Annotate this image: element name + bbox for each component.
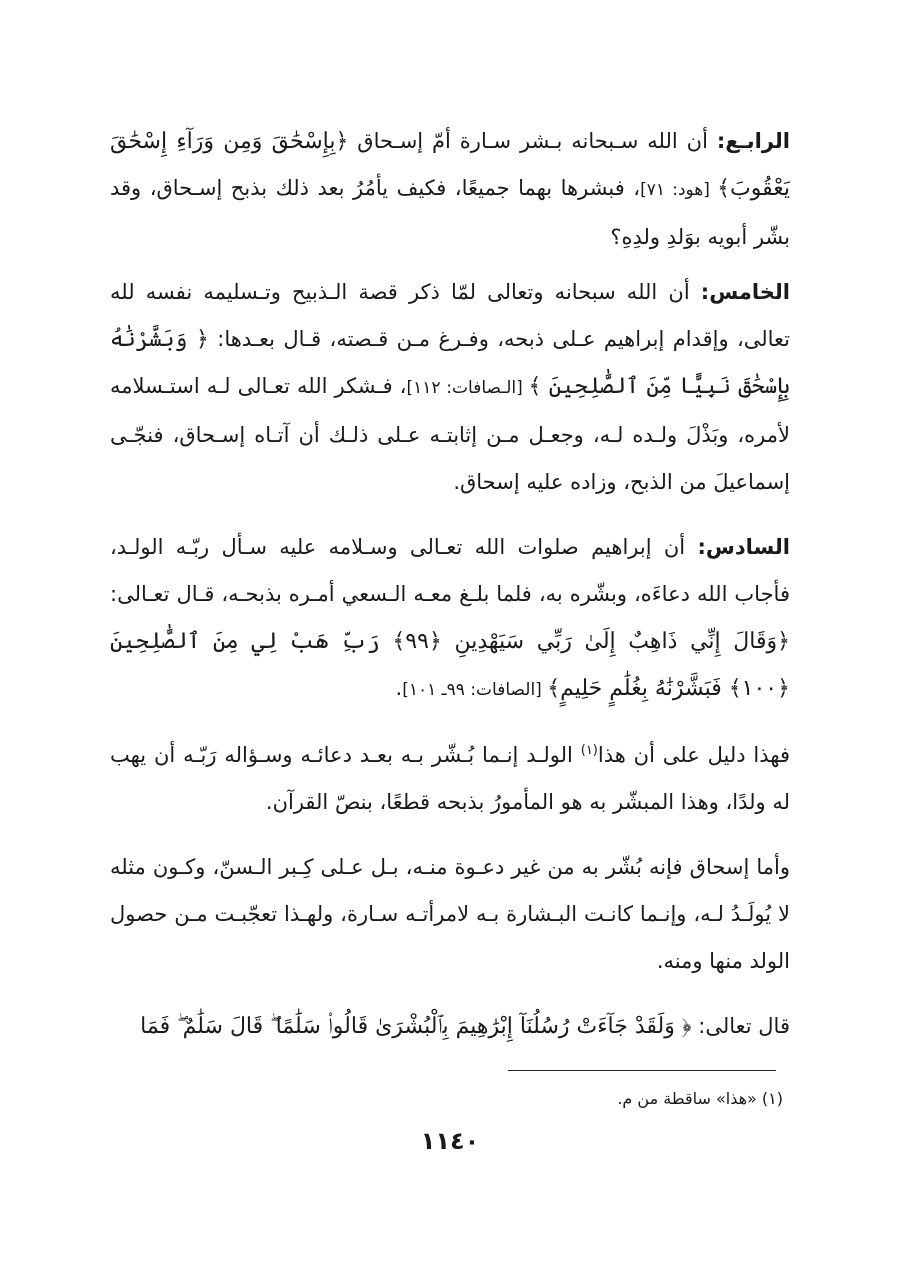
paragraph-ishaq	[110, 844, 790, 985]
paragraph-text: وأما إسحاق فإنه بُشّر به من غير دعـوة منـه، بـل عـلى كِـبر الـسنّ، وكـون مثله لا يُولَـدُ لـه، وإنـما كانـت البـشارة بـه لامرأتـه سـارة، ولهـذا تعجّبـت مـن حصول الولد منها ومنه.	[110, 855, 790, 973]
paragraph-conclusion	[110, 732, 790, 826]
paragraph-text: الولـد إنـما بُـشّر بـه بعـد دعائـه وسـؤاله رَبّـه أن يهب له ولدًا، وهذا المبشّر به هو المأمورُ بذبحه قطعًا، بنصّ القرآن.	[110, 743, 790, 814]
paragraph-text: ، فبشرها بهما جميعًا، فكيف يأمُرُ بعد ذلك بذبح إسـحاق، وقد بشّر أبويه بوَلدِ ولدِهِ؟	[110, 176, 790, 249]
paragraph-text: ، فـشكر الله تعـالى لـه استـسلامه لأمره، وبَذْلَ ولـده لـه، وجعـل مـن إثابتـه عـلى ذلـك أن آتـاه إسـحاق، فنجّـى إسماعيلَ من الذبح، وزاده عليه إسحاق.	[110, 374, 790, 494]
page-number: ١١٤٠	[420, 1127, 480, 1155]
paragraph-text: أن إبراهيم صلوات الله تعـالى وسـلامه عليه سـأل ربّـه الولـد، فأجاب الله دعاءَه، وبشّره به، فلما بلـغ معـه الـسعي أمـره بذبحـه، قـال تعـالى:	[110, 535, 790, 606]
footnote: (١) «هذا» ساقطة من م.	[617, 1089, 783, 1108]
paragraph-heading: الخامس:	[700, 280, 790, 304]
quran-verse: ﴿بِإِسْحَٰقَ وَمِن وَرَآءِ إِسْحَٰقَ يَعْقُوبَ﴾	[110, 129, 790, 201]
quran-verse: ﴿ وَبَشَّرْنَٰهُ بِإِسْحَٰقَ نَبِيًّا مِّنَ ٱلصَّٰلِحِينَ ﴾	[110, 327, 790, 399]
paragraph-sixth	[110, 524, 790, 714]
footnote-marker[interactable]: (١)	[580, 743, 598, 758]
verse-reference: [هود: ٧١]	[640, 180, 718, 200]
verse-reference: [الصافات: ٩٩ـ ١٠١]	[402, 680, 548, 700]
paragraph-text: فهذا دليل على أن هذا	[597, 743, 790, 767]
paragraph-text: أن الله سبحانه وتعالى لمّا ذكر قصة الـذبيح وتـسليمه نفسه لله تعالى، وإقدام إبراهيم عـلى ذبحه، وفـرغ مـن قـصته، قـال بعـدها:	[110, 280, 790, 351]
paragraph-fourth	[110, 118, 790, 261]
quran-verse: ﴿ وَلَقَدْ جَآءَتْ رُسُلُنَآ إِبْرَٰهِيمَ بِٱلْبُشْرَىٰ قَالُوا۟ سَلَٰمًا ۖ قَالَ سَلَٰمٌ ۖ فَمَا	[140, 1014, 692, 1039]
verse-reference: [الـصافات: ١١٢]	[406, 378, 529, 398]
footnote-divider	[508, 1070, 776, 1071]
paragraph-heading: الرابـع:	[716, 129, 790, 153]
paragraph-fifth	[110, 269, 790, 506]
paragraph-heading: السادس:	[697, 535, 790, 559]
page-body	[110, 118, 790, 1068]
paragraph-text: قال تعالى:	[691, 1014, 790, 1038]
paragraph-verse-intro	[110, 1003, 790, 1050]
quran-verse: ﴿وَقَالَ إِنِّي ذَاهِبٌ إِلَىٰ رَبِّي سَيَهْدِينِ ﴿٩٩﴾ رَبِّ هَبْ لِي مِنَ ٱلصَّٰلِحِينَ ﴿١٠٠﴾ فَبَشَّرْنَٰهُ بِغُلَٰمٍ حَلِيمٍ﴾	[110, 629, 791, 701]
paragraph-text: أن الله سـبحانه بـشر سـارة أمّ إسـحاق	[348, 129, 717, 153]
paragraph-text: .	[395, 676, 403, 700]
